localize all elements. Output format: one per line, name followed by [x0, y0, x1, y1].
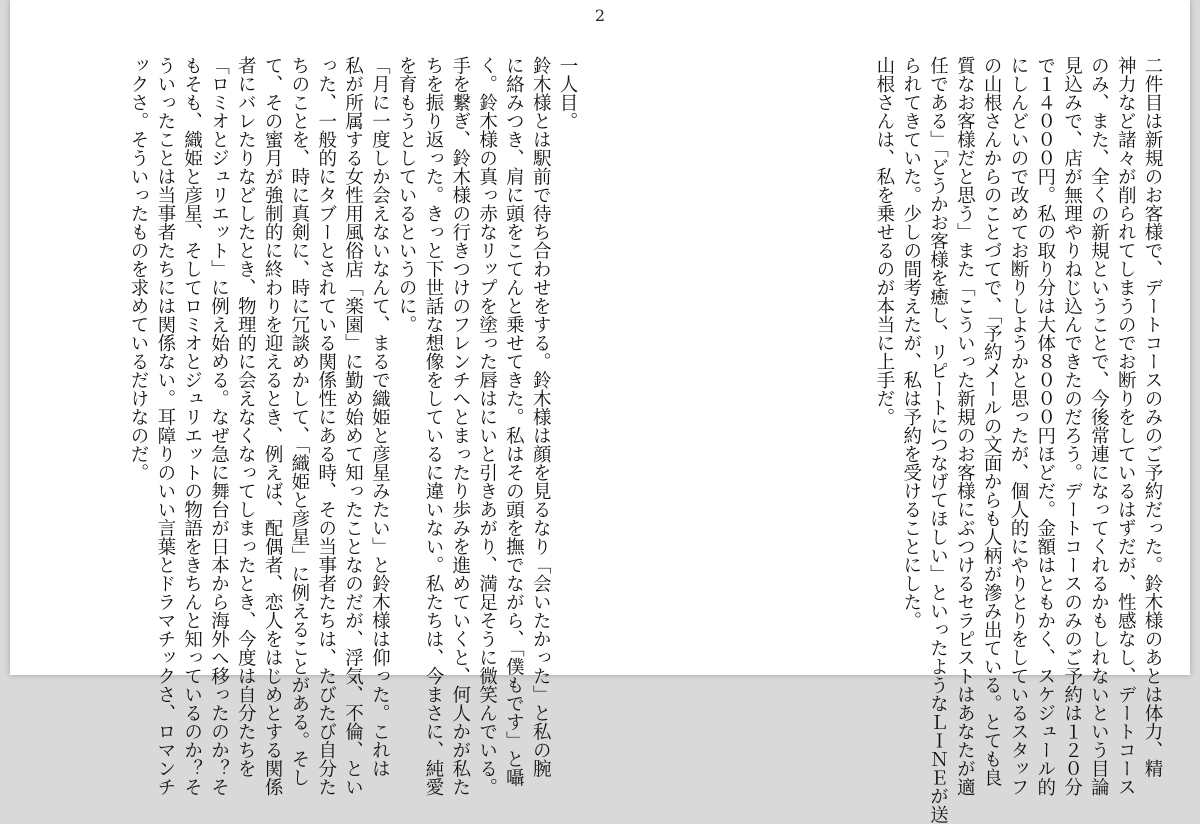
text-line: ちを振り返った。きっと下世話な想像をしているに違いない。私たちは、今まさに、純愛 — [422, 56, 444, 796]
text-line: 二件目は新規のお客様で、デートコースのみのご予約だった。鈴木様のあとは体力、精 — [1142, 56, 1163, 778]
text-line: ちのことを、時に真剣に、時に冗談めかして、「織姫と彦星」に例えることがある。そし — [288, 56, 310, 787]
text-line: に絡みつき、肩に頭をこてんと乗せてきた。私はその頭を撫でながら、「僕もです」と囁 — [503, 56, 525, 787]
document-page — [10, 0, 1190, 824]
text-line: ういったことは当事者たちには関係ない。耳障りのいい言葉とドラマチックさ、ロマンチ — [154, 56, 176, 796]
text-line: もそも、織姫と彦星、そしてロミオとジュリエットの物語をきちんと知っているのか？そ — [181, 56, 203, 796]
text-block-left — [128, 56, 580, 796]
text-line: を育もうとしているというのに。 — [396, 56, 418, 334]
text-line: ックさ。そういったものを求めているだけなのだ。 — [128, 56, 149, 482]
text-line: 鈴木様とは駅前で待ち合わせをする。鈴木様は顔を見るなり「会いたかった」と私の腕 — [530, 56, 552, 778]
text-line: て、その蜜月が強制的に終わりを迎えるとき、例えば、配偶者、恋人をはじめとする関係 — [262, 56, 284, 796]
text-line: の山根さんからのことづてで、「予約メールの文面からも人柄が滲み出ている。とても良 — [981, 56, 1003, 787]
text-line: 「ロミオとジュリエット」に例え始める。なぜ急に舞台が日本から海外へ移ったのか？そ — [208, 56, 230, 796]
text-line: にしんどいので改めてお断りしようかと思ったが、個人的にやりとりをしているスタッフ — [1007, 56, 1029, 796]
text-block-right — [740, 56, 1165, 824]
text-line: った、一般的にタブーとされている関係性にある時、その当事者たちは、たびたび自分た — [315, 56, 337, 796]
text-line: 手を繋ぎ、鈴木様の行きつけのフレンチへとまったり歩みを進めていくと、何人かが私た — [449, 56, 471, 796]
page-number: 2 — [594, 6, 606, 25]
text-line: で１４０００円。私の取り分は大体８０００円ほどだ。金額はともかく、スケジュール的 — [1034, 56, 1056, 796]
text-line: 質なお客様だと思う」また「こういった新規のお客様にぶつけるセラピストはあなたが適 — [954, 56, 976, 796]
text-line: 一人目。 — [557, 56, 578, 130]
text-line: られてきていた。少しの間考えたが、私は予約を受けることにした。 — [900, 56, 922, 630]
text-line: 見込みで、店が無理やりねじ込んできたのだろう。デートコースのみのご予約は１２０分 — [1061, 56, 1083, 796]
text-line: 「月に一度しか会えないなんて、まるで織姫と彦星みたい」と鈴木様は仰った。これは — [369, 56, 391, 778]
text-line: く。鈴木様の真っ赤なリップを塗った唇はにいと引きあがり、満足そうに微笑んでいる。 — [476, 56, 498, 796]
text-line: 任である」「どうかお客様を癒し、リピートにつなげてほしい」といったようなＬＩＮＥが送 — [927, 56, 949, 824]
text-line: 山根さんは、私を乗せるのが本当に上手だ。 — [873, 56, 895, 426]
text-line: 神力など諸々が削られてしまうのでお断りをしているはずだが、性感なし、デートコース — [1115, 56, 1137, 796]
text-line: 者にバレたりなどしたとき、物理的に会えなくなってしまったとき、今度は自分たちを — [235, 56, 257, 778]
text-line: 私が所属する女性用風俗店「楽園」に勤め始めて知ったことなのだが、浮気、不倫、とい — [342, 56, 364, 796]
text-line: のみ、また、全くの新規ということで、今後常連になってくれるかもしれないという目論 — [1088, 56, 1110, 796]
